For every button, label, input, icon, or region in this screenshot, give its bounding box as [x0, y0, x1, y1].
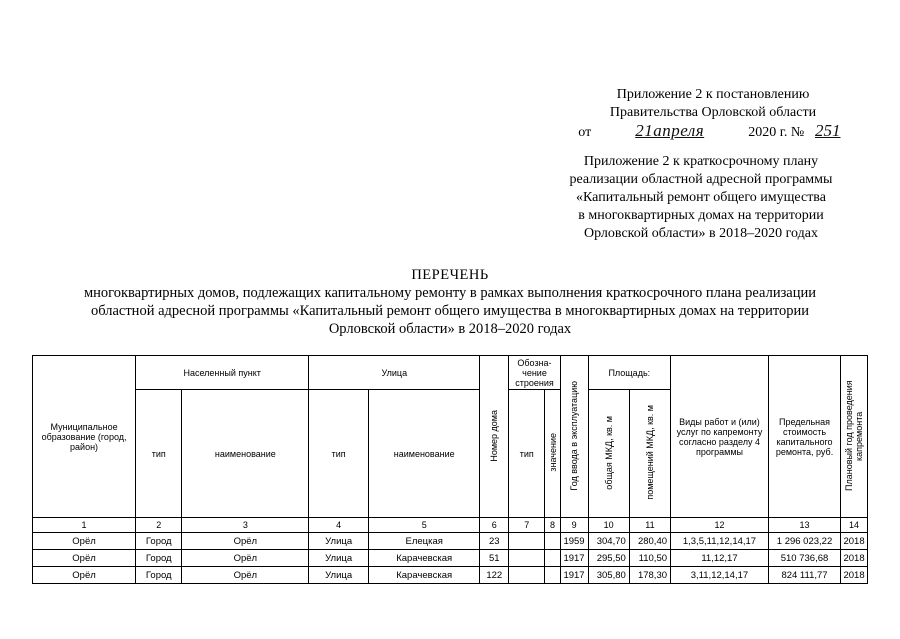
table-row	[33, 550, 868, 567]
header-building-type: тип	[509, 390, 545, 518]
header-works: Виды работ и (или) услуг по капремонту согласно разделу 4 программы	[671, 356, 769, 518]
table-row	[33, 567, 868, 584]
cell-settlement-type: Город	[136, 533, 182, 550]
document-heading	[40, 266, 860, 338]
column-number: 12	[671, 518, 769, 533]
header-building: Обозна-чение строения	[509, 356, 561, 390]
header-text: Номер дома	[489, 409, 500, 462]
column-number: 6	[480, 518, 509, 533]
column-number: 8	[545, 518, 560, 533]
cell-works: 1,3,5,11,12,14,17	[671, 533, 769, 550]
cell-municipality: Орёл	[33, 533, 136, 550]
cell-street-type: Улица	[309, 567, 369, 584]
handwritten-date: 21апреля	[635, 121, 705, 140]
header-street-name: наименование	[369, 390, 480, 518]
column-number: 4	[309, 518, 369, 533]
heading-line: Орловской области» в 2018–2020 годах	[328, 321, 572, 337]
cell-cost: 824 111,77	[768, 567, 840, 584]
header-area-premises	[629, 390, 670, 518]
appendix-line: Орловской области» в 2018–2020 годах	[584, 226, 818, 241]
header-building-value	[545, 390, 560, 518]
header-settlement-name: наименование	[182, 390, 309, 518]
column-number: 9	[560, 518, 588, 533]
header-text: Плановый год проведения капремонта	[844, 380, 865, 491]
cell-planned-year: 2018	[841, 567, 868, 584]
appendix-line: «Капитальный ремонт общего имущества	[576, 190, 826, 205]
cell-building-value	[545, 550, 560, 567]
cell-settlement-name: Орёл	[182, 550, 309, 567]
header-area-total	[588, 390, 629, 518]
header-street-type: тип	[309, 390, 369, 518]
cell-building-type	[509, 550, 545, 567]
cell-settlement-type: Город	[136, 550, 182, 567]
cell-street-type: Улица	[309, 533, 369, 550]
cell-street-type: Улица	[309, 550, 369, 567]
header-area: Площадь:	[588, 356, 670, 390]
column-number: 11	[629, 518, 670, 533]
header-house-number	[480, 356, 509, 518]
cell-settlement-name: Орёл	[182, 567, 309, 584]
cell-area-premises: 178,30	[629, 567, 670, 584]
cell-planned-year: 2018	[841, 550, 868, 567]
appendix-line: Приложение 2 к краткосрочному плану	[583, 154, 819, 169]
header-text: Год ввода в эксплуатацию	[569, 380, 580, 491]
column-number: 13	[768, 518, 840, 533]
column-number: 1	[33, 518, 136, 533]
cell-house-number: 23	[480, 533, 509, 550]
cell-works: 3,11,12,14,17	[671, 567, 769, 584]
cell-area-premises: 280,40	[629, 533, 670, 550]
appendix-dateline	[568, 122, 858, 142]
column-number: 5	[369, 518, 480, 533]
program-appendix	[548, 153, 854, 243]
cell-area-total: 305,80	[588, 567, 629, 584]
cell-street-name: Карачевская	[369, 550, 480, 567]
cell-year-built: 1959	[560, 533, 588, 550]
header-text: значение	[547, 433, 558, 472]
appendix-line: Правительства Орловской области	[609, 105, 817, 120]
appendix-line: Приложение 2 к постановлению	[616, 87, 810, 102]
appendix-line: в многоквартирных домах на территории	[578, 208, 824, 223]
column-number-row	[33, 518, 868, 533]
heading-line: многоквартирных домов, подлежащих капитальному ремонту в рамках выполнения краткосрочного плана реализации	[83, 285, 817, 301]
cell-building-value	[545, 567, 560, 584]
houses-table	[32, 355, 868, 584]
cell-cost: 1 296 023,22	[768, 533, 840, 550]
cell-planned-year: 2018	[841, 533, 868, 550]
cell-area-total: 304,70	[588, 533, 629, 550]
header-text: общая МКД, кв. м	[603, 415, 614, 490]
year-label: 2020 г. №	[748, 125, 805, 140]
cell-building-type	[509, 533, 545, 550]
cell-settlement-name: Орёл	[182, 533, 309, 550]
handwritten-number: 251	[814, 121, 841, 140]
cell-building-value	[545, 533, 560, 550]
table-row	[33, 533, 868, 550]
appendix-header	[568, 86, 858, 142]
column-number: 2	[136, 518, 182, 533]
header-planned-year	[841, 356, 868, 518]
header-year-built	[560, 356, 588, 518]
header-text: помещений МКД, кв. м	[644, 405, 655, 500]
heading-line: областной адресной программы «Капитальный ремонт общего имущества в многоквартирных домах на территории	[90, 303, 810, 319]
cell-municipality: Орёл	[33, 567, 136, 584]
cell-street-name: Карачевская	[369, 567, 480, 584]
date-prefix: от	[578, 125, 592, 140]
cell-house-number: 51	[480, 550, 509, 567]
column-number: 7	[509, 518, 545, 533]
cell-works: 11,12,17	[671, 550, 769, 567]
cell-year-built: 1917	[560, 567, 588, 584]
column-number: 14	[841, 518, 868, 533]
document-title: ПЕРЕЧЕНЬ	[411, 267, 489, 283]
cell-year-built: 1917	[560, 550, 588, 567]
cell-settlement-type: Город	[136, 567, 182, 584]
column-number: 3	[182, 518, 309, 533]
header-street: Улица	[309, 356, 480, 390]
cell-building-type	[509, 567, 545, 584]
header-settlement-type: тип	[136, 390, 182, 518]
cell-house-number: 122	[480, 567, 509, 584]
header-cost: Предельная стоимость капитального ремонта, руб.	[768, 356, 840, 518]
cell-municipality: Орёл	[33, 550, 136, 567]
cell-street-name: Елецкая	[369, 533, 480, 550]
appendix-line: реализации областной адресной программы	[569, 172, 833, 187]
cell-area-premises: 110,50	[629, 550, 670, 567]
cell-cost: 510 736,68	[768, 550, 840, 567]
header-settlement: Населенный пункт	[136, 356, 309, 390]
header-municipality: Муниципальное образование (город, район)	[33, 356, 136, 518]
cell-area-total: 295,50	[588, 550, 629, 567]
column-number: 10	[588, 518, 629, 533]
